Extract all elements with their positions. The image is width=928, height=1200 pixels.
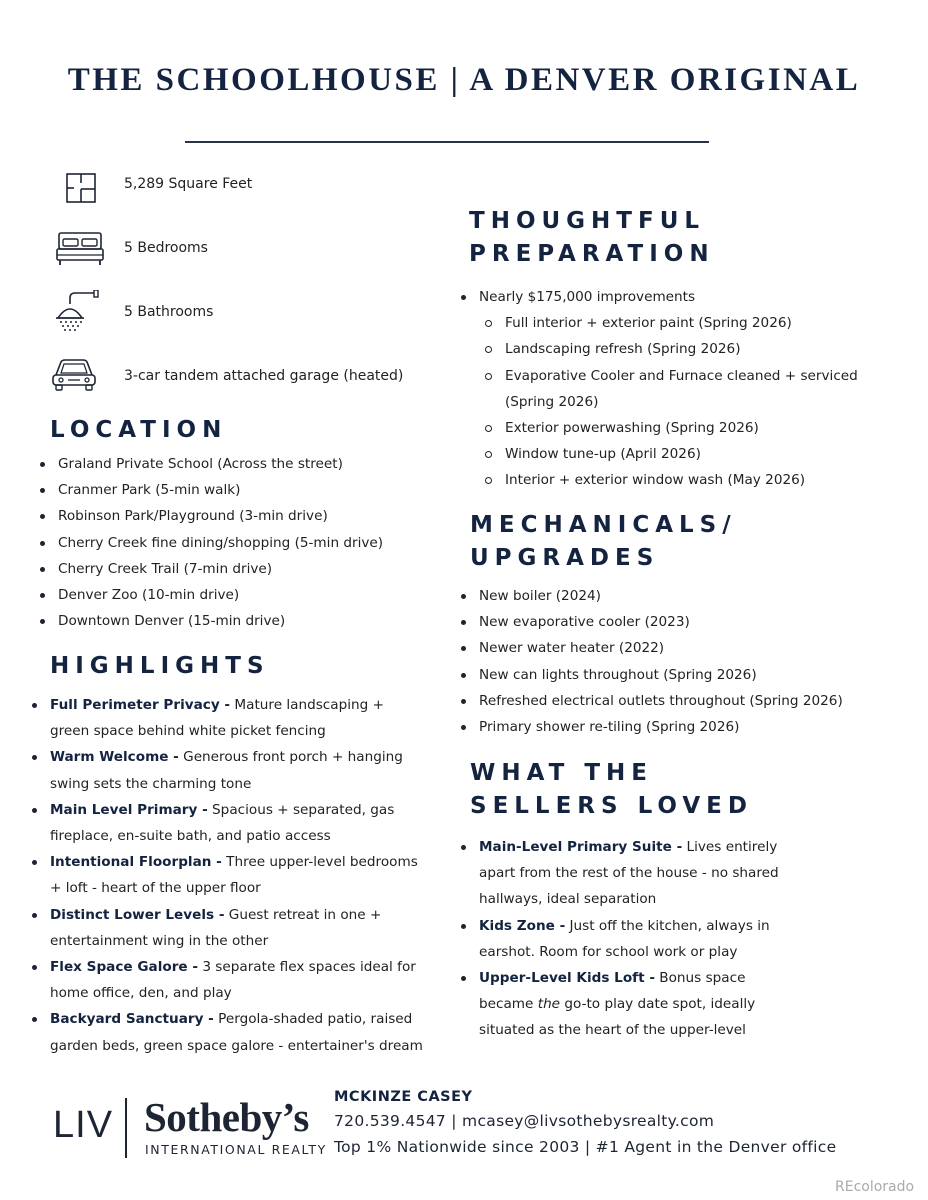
highlight-text: Generous front porch + hanging swing sets the charming tone (50, 749, 403, 792)
list-item: New can lights throughout (Spring 2026) (459, 662, 843, 688)
preparation-heading (469, 205, 715, 271)
list-item (459, 284, 858, 494)
fact-square-feet (50, 170, 430, 220)
highlight-title: Distinct Lower Levels - (50, 906, 225, 923)
highlight-text: Pergola-shaded patio, raised garden beds, green space galore - entertainer's dream (50, 1011, 423, 1054)
list-item: Primary shower re-tiling (Spring 2026) (459, 714, 843, 740)
list-item: Refreshed electrical outlets throughout (Spring 2026) (459, 688, 843, 714)
list-item: Cherry Creek fine dining/shopping (5-min drive) (38, 530, 383, 556)
mechanicals-heading-line2: UPGRADES (470, 545, 660, 571)
highlight-text: Three upper-level bedrooms + loft - heart of the upper floor (50, 854, 418, 897)
sub-list-item: Landscaping refresh (Spring 2026) (479, 336, 858, 362)
preparation-heading-line1: THOUGHTFUL (469, 208, 706, 234)
list-item: Downtown Denver (15-min drive) (38, 608, 383, 634)
list-item (30, 744, 425, 796)
loved-emphasis: the (537, 996, 561, 1013)
shower-icon (50, 290, 110, 340)
list-item (459, 965, 804, 1044)
agent-contact: 720.539.4547 | mcasey@livsothebysrealty.com (334, 1112, 715, 1130)
fact-text: 5 Bathrooms (124, 304, 214, 320)
list-item (30, 902, 425, 954)
page-title: THE SCHOOLHOUSE | A DENVER ORIGINAL (67, 62, 861, 98)
highlight-text: 3 separate flex spaces ideal for home office, den, and play (50, 959, 416, 1002)
fact-text: 3-car tandem attached garage (heated) (124, 368, 404, 384)
loved-title: Kids Zone - (479, 917, 566, 934)
list-item (30, 1006, 425, 1058)
sub-list-item-continuation: (Spring 2026) (505, 393, 599, 410)
list-item: Cherry Creek Trail (7-min drive) (38, 556, 383, 582)
list-item: Robinson Park/Playground (3-min drive) (38, 503, 383, 529)
watermark: REcolorado (835, 1179, 915, 1195)
fact-text: 5,289 Square Feet (124, 176, 253, 192)
loved-title: Upper-Level Kids Loft - (479, 970, 655, 987)
fact-bathrooms (50, 290, 430, 340)
fact-bedrooms (50, 230, 430, 280)
list-item (459, 913, 804, 965)
car-icon (50, 355, 110, 405)
fact-text: 5 Bedrooms (124, 240, 208, 256)
highlight-title: Intentional Floorplan - (50, 854, 222, 871)
mechanicals-heading (470, 509, 737, 575)
list-item: Cranmer Park (5-min walk) (38, 477, 383, 503)
highlight-text: Mature landscaping + green space behind white picket fencing (50, 697, 384, 740)
preparation-heading-line2: PREPARATION (469, 241, 715, 267)
highlight-title: Full Perimeter Privacy - (50, 697, 231, 713)
highlight-text: Spacious + separated, gas fireplace, en-suite bath, and patio access (50, 801, 395, 845)
list-item: Newer water heater (2022) (459, 635, 843, 661)
loved-text: Lives entirely apart from the rest of the house - no shared hallways, ideal separation (479, 839, 779, 908)
logo-divider (125, 1098, 127, 1158)
loved-text: Just off the kitchen, always in earshot. Room for school work or play (479, 917, 770, 960)
agent-tagline: Top 1% Nationwide since 2003 | #1 Agent in the Denver office (334, 1138, 837, 1156)
preparation-list (459, 284, 858, 494)
mechanicals-heading-line1: MECHANICALS/ (470, 512, 737, 538)
loved-heading-line1: WHAT THE (470, 760, 653, 786)
sub-list-item: Window tune-up (April 2026) (479, 441, 858, 467)
list-item (30, 692, 425, 744)
highlight-title: Warm Welcome - (50, 749, 179, 766)
list-item: New boiler (2024) (459, 583, 843, 609)
list-item (459, 834, 804, 913)
loved-pre: Bonus space became (479, 970, 746, 1013)
highlight-title: Flex Space Galore - (50, 959, 198, 976)
mechanicals-list (459, 583, 843, 740)
highlight-title: Main Level Primary - (50, 801, 208, 818)
list-item (30, 797, 425, 849)
floorplan-icon (50, 170, 110, 220)
agent-name: MCKINZE CASEY (334, 1089, 473, 1105)
loved-text: go-to play date spot, ideally situated as the heart of the upper-level (479, 996, 756, 1039)
list-item (30, 849, 425, 901)
preparation-main-item: Nearly $175,000 improvements (479, 289, 696, 305)
list-item: New evaporative cooler (2023) (459, 609, 843, 635)
title-divider (185, 141, 709, 143)
sub-list-item: Evaporative Cooler and Furnace cleaned + serviced (479, 363, 858, 389)
highlight-title: Backyard Sanctuary - (50, 1011, 214, 1028)
sub-list-item: Interior + exterior window wash (May 2026) (479, 467, 858, 493)
international-realty-text: INTERNATIONAL REALTY (145, 1142, 327, 1157)
highlights-list (30, 692, 425, 1059)
highlight-text: Guest retreat in one + entertainment wing in the other (50, 906, 382, 949)
highlights-heading: HIGHLIGHTS (50, 653, 270, 679)
loved-list (459, 834, 804, 1044)
loved-title: Main-Level Primary Suite - (479, 839, 683, 855)
sothebys-logo-text: Sotheby’s (144, 1094, 309, 1140)
list-item (30, 954, 425, 1006)
location-heading: LOCATION (50, 417, 228, 443)
location-list (38, 451, 383, 634)
bed-icon (50, 230, 110, 280)
loved-heading-line2: SELLERS LOVED (470, 793, 753, 819)
preparation-sublist (459, 310, 858, 493)
liv-logo-text: LIV (53, 1104, 114, 1146)
fact-garage (50, 355, 430, 405)
sub-list-item: Exterior powerwashing (Spring 2026) (479, 415, 858, 441)
sub-list-item: Full interior + exterior paint (Spring 2026) (479, 310, 858, 336)
list-item: Denver Zoo (10-min drive) (38, 582, 383, 608)
loved-heading (470, 757, 753, 823)
list-item: Graland Private School (Across the street) (38, 451, 383, 477)
